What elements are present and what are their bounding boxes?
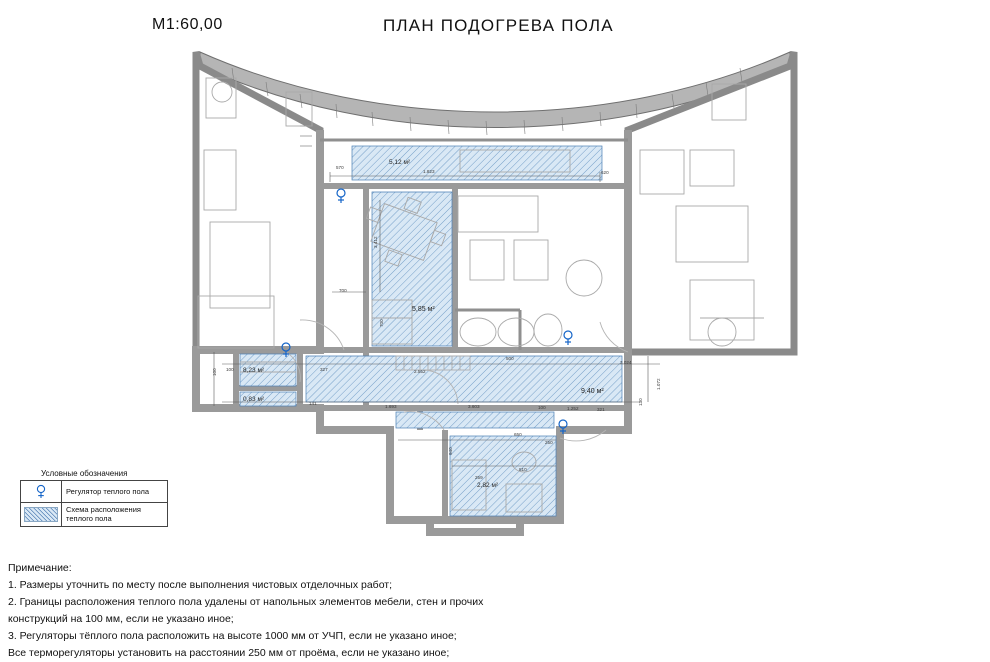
notes-line: Все терморегуляторы установить на расстоянии 250 мм от проёма, если не указано иное;	[8, 647, 450, 659]
dimension-label: 321	[597, 407, 605, 412]
dimension-label: 1.072	[656, 378, 661, 390]
dimension-label: 100	[212, 368, 217, 376]
thermostat-icon	[21, 481, 62, 502]
dimension-label: 3.412	[373, 236, 378, 248]
dimension-label: 940	[448, 447, 453, 455]
area-label: 2,82 м²	[477, 482, 499, 489]
dimension-label: 3.603	[468, 404, 480, 409]
dimension-label: 141	[309, 401, 317, 406]
notes-line: 1. Размеры уточнить по месту после выполнения чистовых отделочных работ;	[8, 579, 393, 591]
thermostat-icon[interactable]	[564, 331, 572, 345]
dimension-label: 570	[336, 165, 344, 170]
legend-item-heated-floor	[21, 502, 167, 526]
area-label: 5,85 м²	[412, 306, 435, 313]
hatch-swatch-icon	[21, 503, 62, 526]
notes-line: конструкций на 100 мм, если не указано иное;	[8, 613, 234, 625]
page-title: ПЛАН ПОДОГРЕВА ПОЛА	[383, 16, 614, 35]
dimension-label: 500	[506, 356, 514, 361]
area-label: 0,83 м²	[243, 396, 265, 403]
notes-block	[8, 560, 708, 662]
dimension-label: 1.693	[385, 404, 397, 409]
area-label: 8,23 м²	[243, 367, 265, 374]
dimension-label: 1.252	[567, 406, 579, 411]
area-label: 9,40 м²	[581, 388, 604, 395]
dimension-label: 810	[519, 467, 527, 472]
dimension-label: 130	[638, 398, 643, 406]
dimension-label: 620	[601, 170, 609, 175]
notes-title: Примечание:	[8, 562, 72, 574]
legend	[20, 469, 168, 527]
dimension-label: 259	[475, 475, 483, 480]
dimension-label: 650	[514, 432, 522, 437]
legend-title: Условные обозначения	[38, 469, 130, 478]
dimension-label: 327	[320, 367, 328, 372]
legend-item-label: Регулятор теплого пола	[66, 486, 150, 496]
dimension-label: 700	[339, 288, 347, 293]
legend-item-label-line2: теплого пола	[66, 514, 112, 524]
dimension-label: 700	[379, 319, 384, 327]
scale-label: M1:60,00	[152, 16, 223, 33]
dimension-label: 3.024	[620, 360, 632, 365]
dimension-label: 250	[545, 440, 553, 445]
dimension-label: 1.823	[423, 169, 435, 174]
legend-item-thermostat	[21, 481, 167, 502]
legend-item-label-line1: Схема расположения	[66, 505, 141, 514]
notes-line: 3. Регуляторы тёплого пола расположить на высоте 1000 мм от УЧП, если не указано иное;	[8, 630, 457, 642]
thermostat-icon[interactable]	[337, 189, 345, 203]
dimension-label: 100	[538, 405, 546, 410]
dimension-label: 2.552	[414, 369, 426, 374]
notes-line: 2. Границы расположения теплого пола удалены от напольных элементов мебели, стен и прочих	[8, 596, 484, 608]
dimension-label: 100	[226, 367, 234, 372]
area-label: 5,12 м²	[389, 159, 411, 166]
